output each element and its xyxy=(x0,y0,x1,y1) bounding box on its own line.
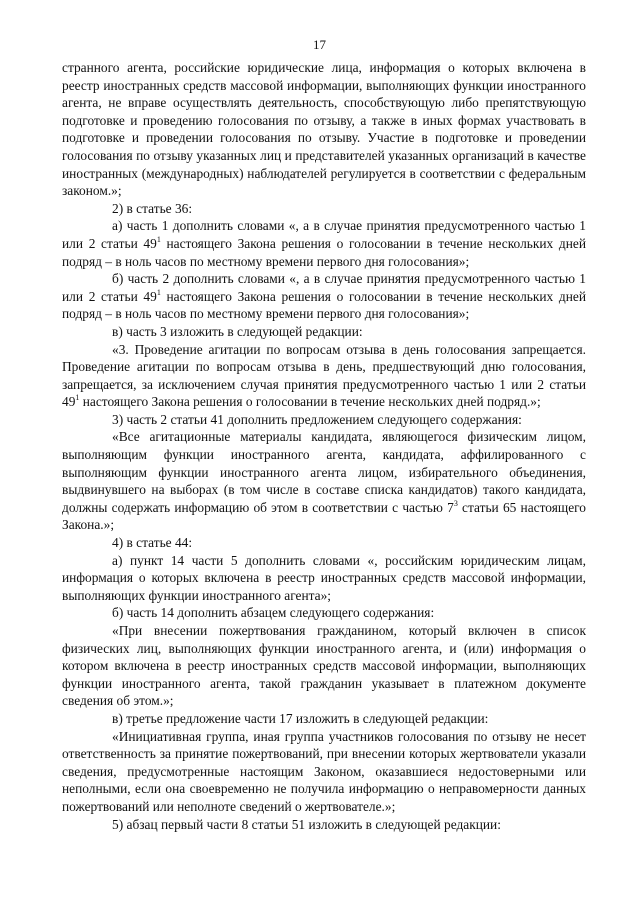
paragraph-text: странного агента, российские юридические лица, информация о которых включена в реестр иностранных средств массовой информации, выполняющих функции иностранного агента, не вправе осуществлять деятельность, способствующую либо препятствующую подготовке и проведению голосования по отзыву, а также в иных формах участвовать в подготовке и проведении голосования по отзыву. Участие в подготовке и проведении голосования по отзыву указанных лиц и представителей указанных организаций в качестве иностранных (международных) наблюдателей регулируется в соответствии с федеральным законом.»; xyxy=(62,60,586,199)
paragraph xyxy=(62,604,586,622)
paragraph xyxy=(62,552,586,605)
paragraph xyxy=(62,341,586,411)
paragraph-text: 4) в статье 44: xyxy=(112,535,193,551)
paragraph xyxy=(62,534,586,552)
paragraph xyxy=(62,270,586,323)
document-body xyxy=(62,59,586,833)
paragraph-text: б) часть 14 дополнить абзацем следующего содержания: xyxy=(112,605,435,621)
paragraph-text: «3. Проведение агитации по вопросам отзыва в день голосования запрещается. Проведение агитации по вопросам отзыва в день, предшествующий дню голосования, запрещается, за исключением случая принятия предусмотренного частью 1 или 2 статьи 49 xyxy=(62,341,586,410)
paragraph xyxy=(62,622,586,710)
paragraph xyxy=(62,411,586,429)
paragraph-text: статьи 65 настоящего Закона.»; xyxy=(62,499,586,533)
paragraph-text: настоящего Закона решения о голосовании в течение нескольких дней подряд – в ноль часов по местному времени первого дня голосования»; xyxy=(62,288,586,322)
paragraph-text: в) часть 3 изложить в следующей редакции: xyxy=(112,323,363,339)
paragraph-text: а) пункт 14 части 5 дополнить словами «, российским юридическим лицам, информация о которых включена в реестр иностранных средств массовой информации, выполняющих функции иностранного агента»; xyxy=(62,552,586,603)
page-number: 17 xyxy=(313,37,326,52)
paragraph-text: 5) абзац первый части 8 статьи 51 изложить в следующей редакции: xyxy=(112,816,501,832)
paragraph xyxy=(62,428,586,534)
paragraph-text: настоящего Закона решения о голосовании в течение нескольких дней подряд – в ноль часов по местному времени первого дня голосования»; xyxy=(62,235,586,269)
paragraph xyxy=(62,200,586,218)
paragraph-text: 2) в статье 36: xyxy=(112,200,193,216)
paragraph xyxy=(62,710,586,728)
paragraph xyxy=(62,217,586,270)
paragraph xyxy=(62,816,586,834)
superscript-index: 1 xyxy=(156,287,161,297)
paragraph-text: 3) часть 2 статьи 41 дополнить предложением следующего содержания: xyxy=(112,411,522,427)
superscript-index: 1 xyxy=(75,393,80,403)
superscript-index: 1 xyxy=(156,234,161,244)
paragraph-text: б) часть 2 дополнить словами «, а в случае принятия предусмотренного частью 1 или 2 статьи 49 xyxy=(62,271,586,304)
paragraph-text: «Все агитационные материалы кандидата, являющегося физическим лицом, выполняющим функции иностранного агента, кандидата, аффилированного с выполняющим функции иностранного агента лицом, избирательного объединения, выдвинувшего на выборах (в том числе в составе списка кандидатов) такого кандидата, должны содержать информацию об этом в соответствии с частью 7 xyxy=(62,429,586,515)
paragraph xyxy=(62,323,586,341)
paragraph-text: настоящего Закона решения о голосовании в течение нескольких дней подряд.»; xyxy=(79,394,541,410)
superscript-index: 3 xyxy=(453,498,458,508)
paragraph-text: а) часть 1 дополнить словами «, а в случае принятия предусмотренного частью 1 или 2 статьи 49 xyxy=(62,218,586,251)
paragraph xyxy=(62,728,586,816)
paragraph-text: в) третье предложение части 17 изложить в следующей редакции: xyxy=(112,710,489,726)
paragraph-text: «При внесении пожертвования гражданином, который включен в список физических лиц, выполняющих функции иностранного агента, и (или) информация о котором включена в реестр иностранных средств массовой информации, выполняющих функции иностранного агента, такой гражданин указывает в платежном документе сведения об этом.»; xyxy=(62,623,586,709)
paragraph-text: «Инициативная группа, иная группа участников голосования по отзыву не несет ответственность за принятие пожертвований, при внесении которых жертвователи указали сведения, предусмотренные настоящим Законом, оказавшиеся недостоверными или неполными, если она своевременно не получила информацию о неправомерности данных пожертвований или неполноте сведений о жертвователе.»; xyxy=(62,728,586,814)
paragraph xyxy=(62,59,586,200)
